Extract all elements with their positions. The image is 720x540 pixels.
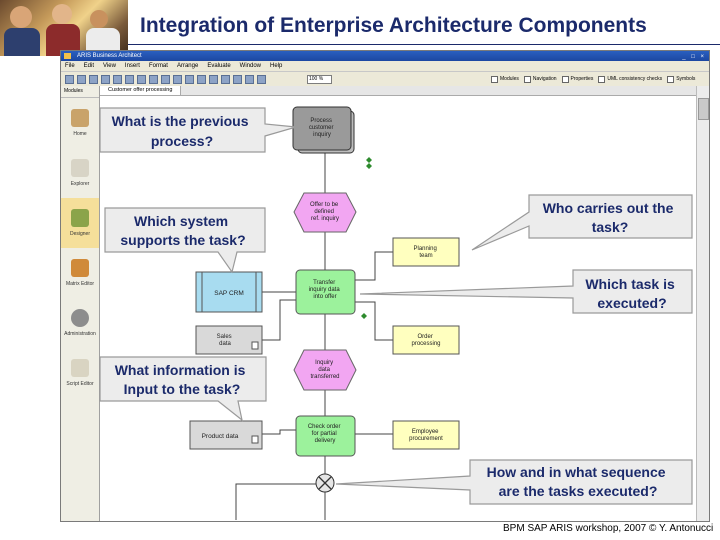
function-label-line: into offer [313,294,337,300]
module-label: Designer [69,231,90,237]
callout-line: task? [591,219,629,235]
zoom-select[interactable]: 100 % [307,75,332,84]
module-label: Explorer [70,181,90,187]
process-label-line: inquiry [313,132,331,138]
menu-evaluate[interactable]: Evaluate [207,63,231,69]
function-label-line: Transfer [313,280,336,286]
menu-insert[interactable]: Insert [124,63,140,69]
window-controls[interactable]: _ □ × [682,54,706,60]
slide-title: Integration of Enterprise Architecture Components [140,14,647,37]
callout-line: executed? [597,295,667,311]
modules-header: Modules [61,86,99,98]
function-label-line: Check order [307,424,341,430]
system-label: SAP CRM [214,290,244,297]
org-label-line: procurement [409,436,443,442]
function-label-line: delivery [314,438,336,444]
data-label-line: data [219,341,231,347]
event-label-line: ref. inquiry [310,216,340,222]
data-sales-label [217,334,234,347]
org-order-processing[interactable] [393,326,459,354]
process-label-line: Process [310,118,333,124]
menu-file[interactable]: File [65,63,75,69]
function-label-line: inquiry data [308,287,340,293]
org-label-line: Employee [411,429,439,435]
callout-line: Input to the task? [123,381,241,397]
callout-line: What is the previous [111,113,249,129]
menu-view[interactable]: View [103,63,116,69]
callout-line: What information is [114,362,246,378]
flow-connector [355,252,393,280]
callout-line: Which task is [585,276,675,292]
document-icon [252,436,258,443]
org-label-line: Planning [413,246,437,252]
event-label-line: data [318,367,331,373]
org-label-line: Order [417,334,433,340]
event-label-line: Offer to be [310,202,339,208]
view-toggle-modules[interactable]: Modules [491,75,519,83]
document-icon [252,342,258,349]
assignment-icon [361,313,367,319]
menu-arrange[interactable]: Arrange [176,63,199,69]
callout-line: process? [150,133,214,149]
flow-connector [262,300,296,340]
org-label-line: processing [411,341,441,347]
module-label: Home [73,131,87,137]
slide-footer: BPM SAP ARIS workshop, 2007 © Y. Antonucci [503,523,714,534]
callout-line: are the tasks executed? [498,483,658,499]
menu-window[interactable]: Window [239,63,262,69]
module-label: Matrix Editor [65,281,95,287]
event-label-line: Inquiry [315,360,334,366]
window-title: ARIS Business Architect [77,53,142,59]
org-planning-team[interactable] [393,238,459,266]
org-employee-label [409,429,443,442]
function-label-line: for partial [311,431,337,437]
module-label: Administration [64,331,96,337]
flow-connector [355,302,393,340]
process-label-line: customer [308,125,334,131]
callout-line: Who carries out the [542,200,674,216]
event-label-line: defined [314,209,335,215]
module-label: Script Editor [66,381,94,387]
view-toggle-symbols[interactable]: Symbols [667,75,695,83]
menu-edit[interactable]: Edit [83,63,95,69]
menu-format[interactable]: Format [148,63,168,69]
callout-line: Which system [133,213,229,229]
callout-line: supports the task? [120,232,246,248]
data-sales[interactable] [196,326,262,354]
function-transfer-label [309,280,342,300]
flow-connector [236,484,316,520]
menu-help[interactable]: Help [270,63,283,69]
view-toggle-navigation[interactable]: Navigation [524,75,557,83]
event-offer-label [310,202,340,222]
event-label-line: transferred [310,374,340,380]
org-employee-procurement[interactable] [393,421,459,449]
tab-customer-offer-processing[interactable]: Customer offer processing [100,86,181,95]
view-toggle-uml[interactable]: UML consistency checks [598,75,662,83]
data-label-line: Sales [216,334,232,340]
flow-connector [262,430,296,434]
assignment-icon [366,157,372,169]
org-label-line: team [419,253,433,259]
process-interface-shape[interactable] [293,107,354,153]
callout-line: How and in what sequence [486,464,666,480]
data-product-label: Product data [201,433,239,440]
view-toggle-properties[interactable]: Properties [562,75,594,83]
